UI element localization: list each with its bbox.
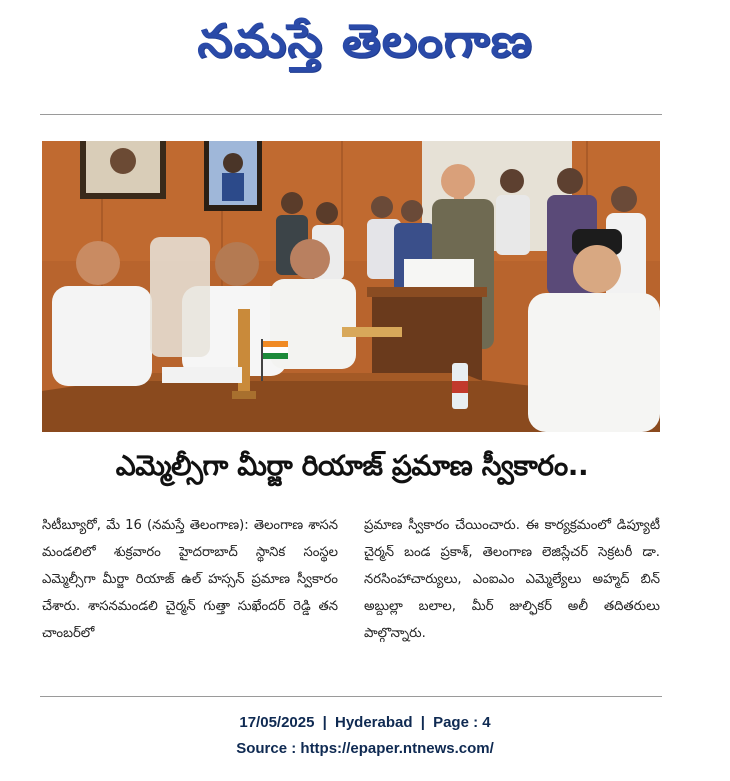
- article-headline: ఎమ్మెల్సీగా మీర్జా రియాజ్ ప్రమాణ స్వీకారం..: [115, 449, 589, 482]
- article-dateline: సిటీబ్యూరో, మే 16 (నమస్తే తెలంగాణ):: [42, 518, 249, 533]
- footer-source: Source : https://epaper.ntnews.com/: [236, 740, 494, 757]
- article-column-1: [42, 512, 338, 647]
- footer-separator: |: [322, 714, 327, 731]
- news-photo: [42, 141, 660, 432]
- article-body-col2: ప్రమాణ స్వీకారం చేయించారు. ఈ కార్యక్రమంలో డిప్యూటీ చైర్మన్ బండ ప్రకాశ్, తెలంగాణ లెజిస్లేచర్ సెక్రటరీ డా. నరసింహాచార్యులు, ఎంఐఎం ఎమ్మెల్యేలు అహ్మద్ బిన్ అబ్దుల్లా బలాల, మీర్ జుల్ఫికర్ అలీ తదితరులు పాల్గొన్నారు.: [364, 518, 660, 641]
- newspaper-logo: నమస్తే తెలంగాణ: [197, 14, 533, 68]
- footer-page: Page : 4: [433, 714, 491, 731]
- footer-separator: |: [420, 714, 425, 731]
- footer-city: Hyderabad: [335, 714, 413, 731]
- bottom-divider: [40, 696, 662, 697]
- footer-date: 17/05/2025: [239, 714, 315, 731]
- article-body-col1: తెలంగాణ శాసన మండలిలో శుక్రవారం హైదరాబాద్ స్థానిక సంస్థల ఎమ్మెల్సీగా మీర్జా రియాజ్ ఉల్ హస్సన్ ప్రమాణ స్వీకారం చేశారు. శాసనమండలి చైర్మన్ గుత్తా సుఖేందర్ రెడ్డి తన చాంబర్‌లో: [42, 518, 338, 641]
- top-divider: [40, 114, 662, 115]
- article-column-2: [364, 512, 660, 647]
- masthead: [0, 4, 730, 82]
- footer-meta: [0, 714, 730, 731]
